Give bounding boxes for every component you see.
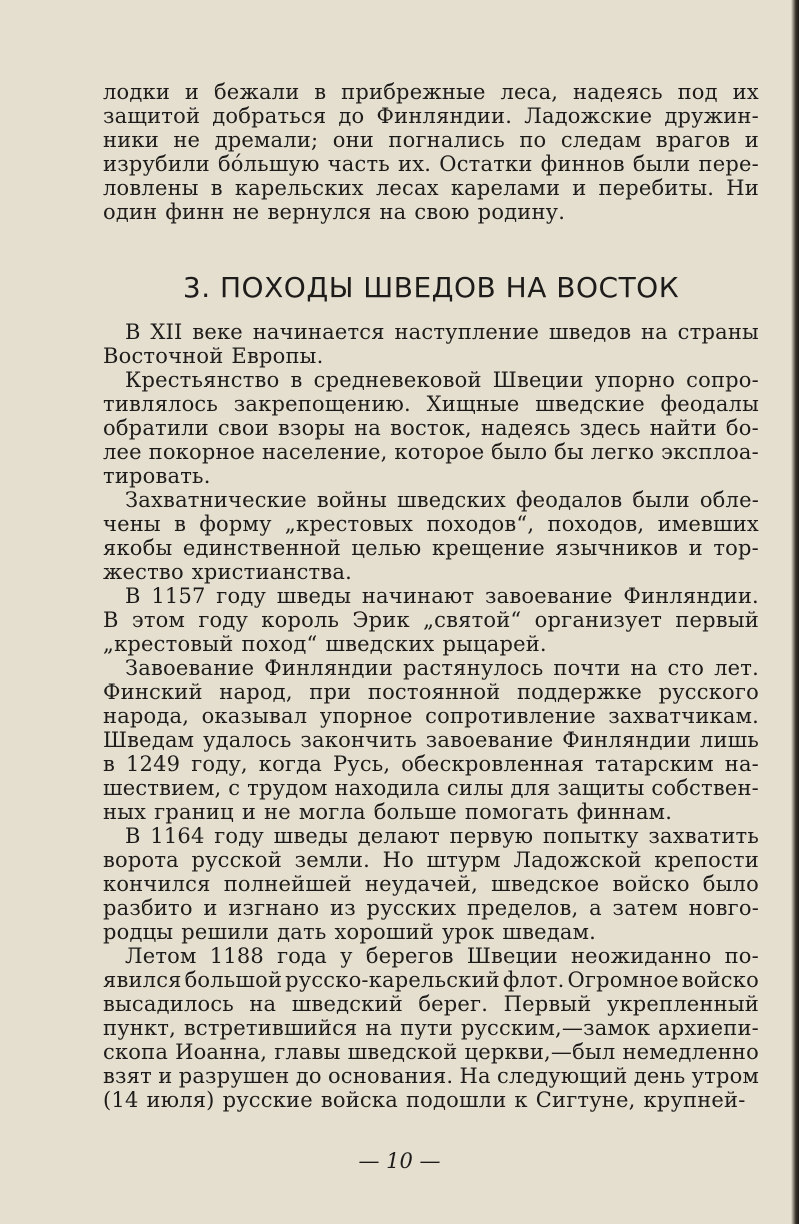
text-line: шествием, с трудом находила силы для защиты собствен-	[103, 776, 759, 800]
page-number: — 10 —	[358, 1149, 441, 1173]
text-line: Завоевание Финляндии растянулось почти на сто лет.	[125, 656, 759, 680]
text-line: В 1157 году шведы начинают завоевание Финляндии.	[125, 584, 759, 608]
text-line: В этом году король Эрик „святой“ организует первый	[103, 608, 759, 632]
text-line: высадилось на шведский берег. Первый укрепленный	[103, 992, 759, 1016]
section-title: 3. ПОХОДЫ ШВЕДОВ НА ВОСТОК	[182, 271, 680, 304]
text-line: скопа Иоанна, главы шведской церкви,—был немедленно	[103, 1040, 759, 1064]
text-line: Финский народ, при постоянной поддержке русского	[103, 680, 759, 704]
text-line: В 1164 году шведы делают первую попытку захватить	[125, 824, 759, 848]
text-line: лее покорное население, которое было бы легко эксплоа-	[103, 440, 759, 464]
text-line: Восточной Европы.	[103, 344, 324, 368]
paragraph	[103, 824, 759, 944]
text-line: ловлены в карельских лесах карелами и перебиты. Ни	[103, 176, 759, 200]
text-line: защитой добраться до Финляндии. Ладожские дружин-	[103, 104, 759, 128]
paragraph	[103, 656, 759, 824]
text-line: кончился полнейшей неудачей, шведское войско было	[103, 872, 759, 896]
text-line: родцы решили дать хороший урок шведам.	[103, 920, 596, 944]
paragraph	[103, 488, 759, 584]
paragraph	[103, 368, 759, 488]
text-line: один финн не вернулся на свою родину.	[103, 200, 566, 224]
text-line: В XII веке начинается наступление шведов на страны	[125, 320, 759, 344]
text-line: (14 июля) русские войска подошли к Сигтуне, крупней-	[103, 1088, 746, 1112]
text-line: якобы единственной целью крещение язычников и тор-	[103, 536, 759, 560]
text-line: обратили свои взоры на восток, надеясь здесь найти бо-	[103, 416, 759, 440]
paragraph	[103, 944, 759, 1112]
intro-paragraph	[103, 80, 759, 224]
text-line: тировать.	[103, 464, 211, 488]
text-line: Крестьянство в средневековой Швеции упорно сопро-	[125, 368, 759, 392]
text-line: в 1249 году, когда Русь, обескровленная татарским на-	[103, 752, 759, 776]
text-line: разбито и изгнано из русских пределов, а затем новго-	[103, 896, 759, 920]
page-edge	[791, 0, 799, 1224]
text-line: жество христианства.	[103, 560, 352, 584]
text-line: Захватнические войны шведских феодалов были обле-	[125, 488, 759, 512]
page-body	[103, 80, 759, 1112]
text-line: Шведам удалось закончить завоевание Финляндии лишь	[103, 728, 759, 752]
section-paragraphs	[103, 320, 759, 1112]
text-line: народа, оказывал упорное сопротивление захватчикам.	[103, 704, 759, 728]
text-line: изрубили бо́льшую часть их. Остатки финнов были пере-	[103, 152, 759, 176]
text-line: ворота русской земли. Но штурм Ладожской крепости	[103, 848, 759, 872]
text-line: чены в форму „крестовых походов“, походов, имевших	[103, 512, 759, 536]
text-line: пункт, встретившийся на пути русским,—замок архиепи-	[103, 1016, 759, 1040]
text-line: ники не дремали; они погнались по следам врагов и	[103, 128, 759, 152]
text-line: „крестовый поход“ шведских рыцарей.	[103, 632, 547, 656]
text-line: лодки и бежали в прибрежные леса, надеясь под их	[103, 80, 759, 104]
text-line: тивлялось закрепощению. Хищные шведские феодалы	[103, 392, 759, 416]
paragraph	[103, 320, 759, 368]
text-line: ных границ и не могла больше помогать финнам.	[103, 800, 673, 824]
text-line: взят и разрушен до основания. На следующий день утром	[103, 1064, 759, 1088]
paragraph	[103, 584, 759, 656]
text-line: Летом 1188 года у берегов Швеции неожиданно по-	[125, 944, 759, 968]
text-line: явился большой русско-карельский флот. Огромное войско	[103, 968, 759, 992]
